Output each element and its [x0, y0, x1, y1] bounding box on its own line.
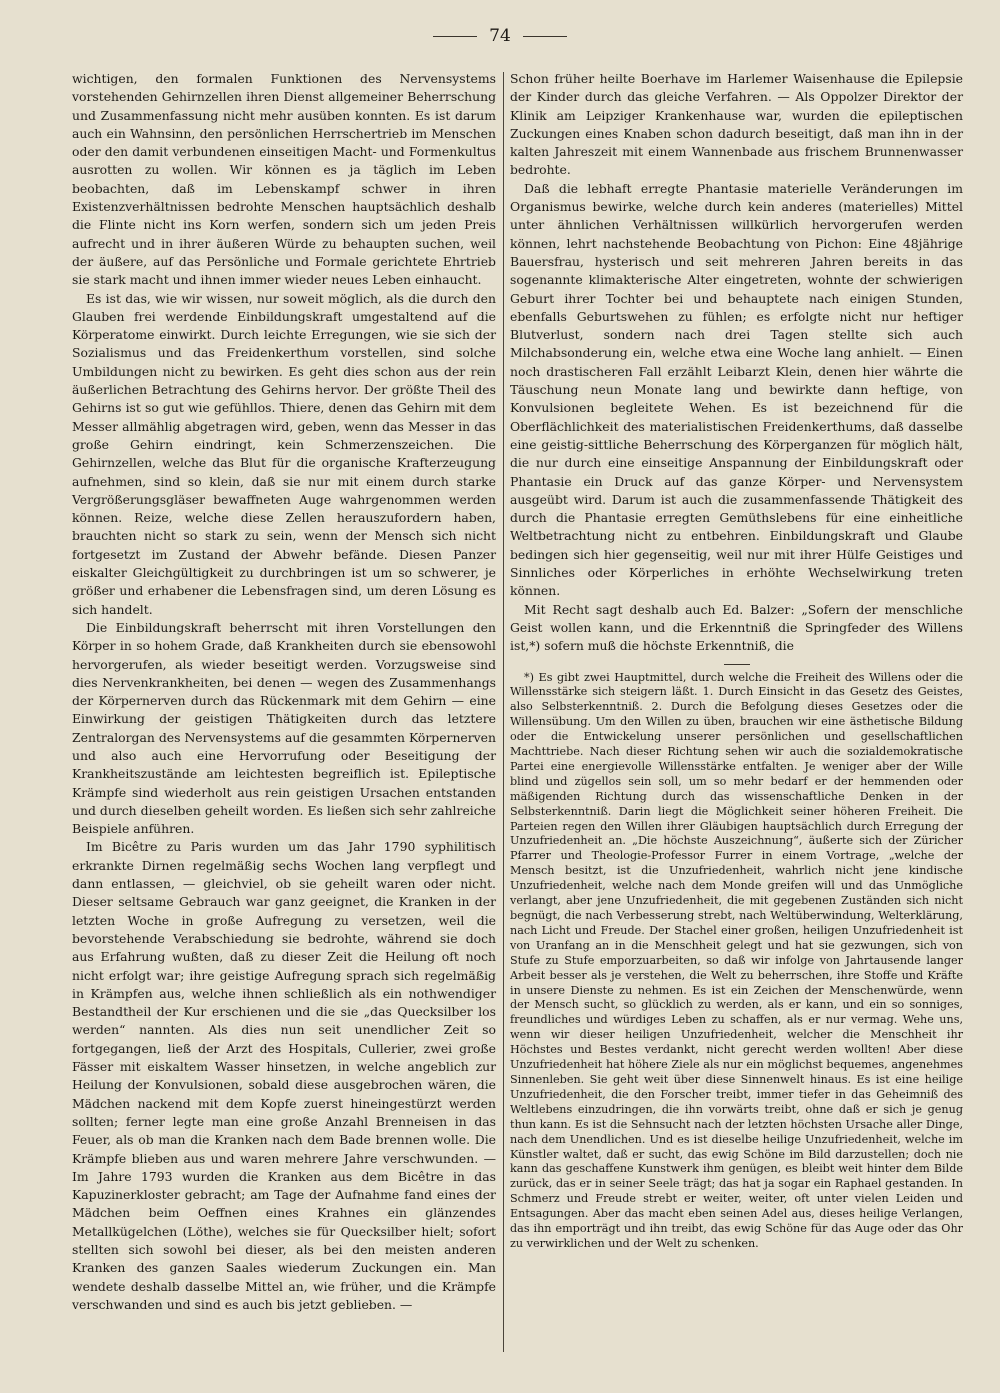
footnote-text: *) Es gibt zwei Hauptmittel, durch welche die Freiheit des Willens oder die Willensstärke sich steigern läßt. 1. Durch Einsicht in das Gesetz des Geistes, also Selbsterkenntniß. 2. Durch die Befolgung dieses Gesetzes oder die Willensübung. Um den Willen zu üben, brauchen wir eine ästhetische Bildung oder die Entwickelung unserer persönlichen und gesellschaftlichen Machttriebe. Nach dieser Richtung sehen wir auch die sozialdemokratische Partei eine energievolle Willensstärke entfalten. Je weniger aber der Wille blind und zügellos sein soll, um so mehr bedarf er der hemmenden oder mäßigenden Richtung durch das wissenschaftliche Denken in der Selbsterkenntniß. Darin liegt die Möglichkeit seiner höheren Freiheit. Die Parteien regen den Willen ihrer Gläubigen hauptsächlich durch Erregung der Unzufriedenheit an. „Die höchste Auszeichnung“, äußerte sich der Züricher Pfarrer und Theologie-Professor Furrer in einem Vortrage, „welche der Mensch besitzt, ist die Unzufriedenheit, wahrlich nicht jene kindische Unzufriedenheit, welche nach dem Monde greifen will und das Unmögliche verlangt, aber jene Unzufriedenheit, die mit gegebenen Zuständen sich nicht begnügt, die nach Verbesserung strebt, nach Weltüberwindung, Welterklärung, nach Licht und Freude. Der Stachel einer großen, heiligen Unzufriedenheit ist von Uranfang an in die Menschheit gelegt und hat sie gezwungen, sich von Stufe zu Stufe emporzuarbeiten, so daß wir infolge von Jahrtausende langer Arbeit besser als je verstehen, die Welt zu beherrschen, ihre Stoffe und Kräfte in unsere Dienste zu nehmen. Es ist ein Zeichen der Menschenwürde, wenn der Mensch sucht, so glücklich zu werden, als er kann, und ein so sonniges, freundliches und würdiges Leben zu schaffen, als er nur vermag. Wehe uns, wenn wir dieser heiligen Unzufriedenheit, welcher die Menschheit ihr Höchstes und Bestes verdankt, nicht gerecht werden wollten! Aber diese Unzufriedenheit hat höhere Ziele als nur ein möglichst bequemes, angenehmes Sinnenleben. Sie geht weit über diese Sinnenwelt hinaus. Es ist eine heilige Unzufriedenheit, die den Forscher treibt, immer tiefer in das Geheimniß des Weltlebens einzudringen, die ihn vorwärts treibt, ohne daß er sich je genug thun kann. Es ist die Sehnsucht nach der letzten höchsten Ursache aller Dinge, nach dem Unendlichen. Und es ist dieselbe heilige Unzufriedenheit, welche im Künstler waltet, daß er sucht, das ewig Schöne im Bild darzustellen; doch nie kann das geschaffene Kunstwerk ihm genügen, es bleibt weit hinter dem Bilde zurück, das er in seiner Seele trägt; das hat ja sogar ein Raphael gestanden. In Schmerz und Freude strebt er weiter, weiter, oft unter vielen Leiden und Entsagungen. Aber das macht eben seinen Adel aus, dieses heilige Verlangen, das ihn emporträgt und ihn treibt, das ewig Schöne für das Auge oder das Ohr zu verwirklichen und der Welt zu schenken.	[510, 670, 963, 1250]
paragraph: Mit Recht sagt deshalb auch Ed. Balzer: „Sofern der menschliche Geist wollen kann, und die Erkenntniß die Springfeder des Willens ist,*) sofern muß die höchste Erkenntniß, die	[510, 601, 963, 654]
header-rule-left	[433, 36, 477, 37]
paragraph: Im Bicêtre zu Paris wurden um das Jahr 1790 syphilitisch erkrankte Dirnen regelmäßig sechs Wochen lang verpflegt und dann entlassen, — gleichviel, ob sie geheilt waren oder nicht. Dieser seltsame Gebrauch war ganz geeignet, die Kranken in der letzten Woche in große Aufregung zu versetzen, weil die bevorstehende Verabschiedung sie bedrohte, während sie doch aus Erfahrung wußten, daß zu dieser Zeit die Heilung oft noch nicht erfolgt war; ihre geistige Aufregung sprach sich regelmäßig in Krämpfen aus, welche ihnen schließlich als ein nothwendiger Bestandtheil der Kur erschienen und die sie „das Quecksilber los werden“ nannten. Als dies nun seit unendlicher Zeit so fortgegangen, ließ der Arzt des Hospitals, Cullerier, zwei große Fässer mit eiskaltem Wasser hinsetzen, in welche angeblich zur Heilung der Konvulsionen, sobald diese ausgebrochen wären, die Mädchen nackend mit dem Kopfe zuerst hineingestürzt werden sollten; ferner legte man eine große Anzahl Brenneisen in das Feuer, als ob man die Kranken nach dem Bade brennen wolle. Die Krämpfe blieben aus und waren mehrere Jahre verschwunden. — Im Jahre 1793 wurden die Kranken aus dem Bicêtre in das Kapuzinerkloster gebracht; am Tage der Aufnahme fand eines der Mädchen beim Oeffnen eines Krahnes ein glänzendes Metallkügelchen (Löthe), welches sie für Quecksilber hielt; sofort stellten sich sowohl bei dieser, als bei den meisten anderen Kranken des ganzen Saales wiederum Zuckungen ein. Man wendete deshalb dasselbe Mittel an, wie früher, und die Krämpfe verschwanden und sind es auch bis jetzt geblieben. —	[72, 839, 496, 1312]
left-column	[72, 70, 496, 1314]
page-header	[0, 26, 1000, 46]
column-divider	[503, 72, 504, 1352]
page-number: 74	[489, 26, 511, 46]
paragraph: Schon früher heilte Boerhave im Harlemer Waisenhause die Epilepsie der Kinder durch das gleiche Verfahren. — Als Oppolzer Direktor der Klinik am Leipziger Krankenhause war, wurden die epileptischen Zuckungen eines Knaben schon dadurch beseitigt, daß man ihn in der kalten Jahreszeit mit einem Wannenbade aus frischem Brunnenwasser bedrohte.	[510, 71, 963, 178]
right-column	[510, 70, 963, 1252]
paragraph: wichtigen, den formalen Funktionen des Nervensystems vorstehenden Gehirnzellen ihren Dienst allgemeiner Beherrschung und Zusammenfassung nicht mehr ausüben konnten. Es ist darum auch ein Wahnsinn, den persönlichen Herrschertrieb im Menschen oder den damit verbundenen einseitigen Macht- und Formenkultus ausrotten zu wollen. Wir können es ja täglich im Leben beobachten, daß im Lebenskampf schwer in ihren Existenzverhältnissen bedrohte Menschen hauptsächlich deshalb die Flinte nicht ins Korn werfen, sondern sich um jeden Preis aufrecht und in ihrer äußeren Würde zu behaupten suchen, weil der äußere, auf das Persönliche und Formale gerichtete Ehrtrieb sie stark macht und ihnen immer wieder neues Leben einhaucht.	[72, 71, 496, 288]
footnote	[510, 671, 963, 1252]
paragraph: Daß die lebhaft erregte Phantasie materielle Veränderungen im Organismus bewirke, welche durch kein anderes (materielles) Mittel unter ähnlichen Verhältnissen willkürlich hervorgerufen werden können, lehrt nachstehende Beobachtung von Pichon: Eine 48jährige Bauersfrau, hysterisch und seit mehreren Jahren bereits in das sogenannte klimakterische Alter eingetreten, wohnte der schwierigen Geburt ihrer Tochter bei und behauptete nach einigen Stunden, ebenfalls Geburtswehen zu fühlen; es erfolgte nicht nur heftiger Blutverlust, sondern nach drei Tagen stellte sich auch Milchabsonderung ein, welche etwa eine Woche lang anhielt. — Einen noch drastischeren Fall erzählt Leibarzt Klein, denen hier währte die Täuschung neun Monate lang und bewirkte dann heftige, von Konvulsionen begleitete Wehen. Es ist bezeichnend für die Oberflächlichkeit des materialistischen Freidenkerthums, daß dasselbe eine geistig-sittliche Beherrschung des Körperganzen für möglich hält, die nur durch eine einseitige Anspannung der Einbildungskraft oder Phantasie ein Druck auf das ganze Körper- und Nervensystem ausgeübt wird. Darum ist auch die zusammenfassende Thätigkeit des durch die Phantasie erregten Gemüthslebens für eine einheitliche Weltbetrachtung nicht zu entbehren. Einbildungskraft und Glaube bedingen sich hier gegenseitig, weil nur mit ihrer Hülfe Geistiges und Sinnliches oder Körperliches in erhöhte Wechselwirkung treten können.	[510, 180, 963, 599]
paragraph: Es ist das, wie wir wissen, nur soweit möglich, als die durch den Glauben frei werdende Einbildungskraft umgestaltend auf die Körperatome einwirkt. Durch leichte Erregungen, wie sie sich der Sozialismus und das Freidenkerthum vorstellen, sind solche Umbildungen nicht zu bewirken. Es geht dies schon aus der rein äußerlichen Betrachtung des Gehirns hervor. Der größte Theil des Gehirns ist so gut wie gefühllos. Thiere, denen das Gehirn mit dem Messer allmählig abgetragen wird, geben, wenn das Messer in das große Gehirn eindringt, kein Schmerzenszeichen. Die Gehirnzellen, welche das Blut für die organische Krafterzeugung aufnehmen, sind so klein, daß sie nur mit einem durch starke Vergrößerungsgläser bewaffneten Auge wahrgenommen werden können. Reize, welche diese Zellen herauszufordern haben, brauchten nicht so stark zu sein, wenn der Mensch sich nicht fortgesetzt im Zustand der Abwehr befände. Diesen Panzer eiskalter Gleichgültigkeit zu durchbringen ist um so schwerer, je größer und erhabener die Lebensfragen sind, um deren Lösung es sich handelt.	[72, 290, 496, 617]
footnote-separator	[724, 664, 750, 665]
paragraph: Die Einbildungskraft beherrscht mit ihren Vorstellungen den Körper in so hohem Grade, daß Krankheiten durch sie ebensowohl hervorgerufen, als wieder beseitigt werden. Vorzugsweise sind dies Nervenkrankheiten, bei denen — wegen des Zusammenhangs der Körpernerven durch das Rückenmark mit dem Gehirn — eine Einwirkung der geistigen Thätigkeiten durch das letztere Zentralorgan des Nervensystems auf die gesammten Körpernerven und also auch eine Hervorrufung oder Beseitigung der Krankheitszustände am leichtesten begreiflich ist. Epileptische Krämpfe sind wiederholt aus rein geistigen Ursachen entstanden und durch dieselben geheilt worden. Es ließen sich sehr zahlreiche Beispiele anführen.	[72, 619, 496, 837]
header-rule-right	[523, 36, 567, 37]
